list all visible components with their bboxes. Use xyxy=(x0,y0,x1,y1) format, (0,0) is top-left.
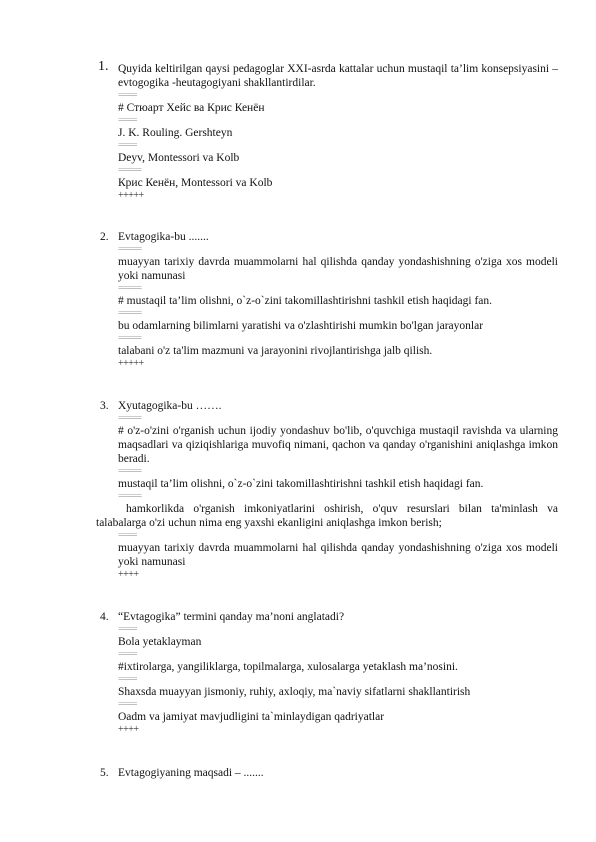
question-number: 5. xyxy=(100,767,109,779)
separator: ===== xyxy=(118,491,142,502)
answer-option: muayyan tarixiy davrda muammolarni hal qilishda qanday yondashishning o'ziga xos modeli yoki namunasi xyxy=(118,542,558,568)
answer-option: hamkorlikda o'rganish imkoniyatlarini oshirish, o'quv resurslari bilan ta'minlash va talabalarga o'zi uchun nima eng yaxshi ekanligini aniqlashga imkon berish; xyxy=(96,503,558,529)
question-number: 1. xyxy=(98,59,109,74)
answer-option: # mustaqil ta’lim olishni, o`z-o`zini takomillashtirishni tashkil etish haqidagi fan. xyxy=(118,295,493,307)
separator: ==== xyxy=(118,115,137,126)
answer-option: Крис Кенён, Montessori va Kolb xyxy=(118,177,273,189)
question-3 xyxy=(96,399,558,580)
question-4 xyxy=(100,610,558,735)
end-marker: ++++ xyxy=(118,569,139,580)
answer-option: Shaxsda muayyan jismoniy, ruhiy, axloqiy, ma`naviy sifatlarni shakllantirish xyxy=(118,686,471,698)
separator: ===== xyxy=(118,333,142,344)
answer-option: Oadm va jamiyat mavjudligini ta`minlaydigan qadriyatlar xyxy=(118,711,385,723)
separator: ===== xyxy=(118,308,142,319)
separator: ==== xyxy=(118,140,137,151)
question-number: 2. xyxy=(100,231,109,243)
question-text: Evtagogika-bu ....... xyxy=(118,231,209,243)
separator: ==== xyxy=(118,699,137,710)
separator: ===== xyxy=(118,283,142,294)
question-number: 4. xyxy=(100,611,109,623)
separator: ==== xyxy=(118,90,137,101)
answer-option: Bola yetaklayman xyxy=(118,636,202,648)
answer-option: mustaqil ta’lim olishni, o`z-o`zini takomillashtirishni tashkil etish haqidagi fan. xyxy=(118,478,484,490)
end-marker: +++++ xyxy=(118,358,144,369)
question-1 xyxy=(98,59,558,201)
separator: ===== xyxy=(118,165,142,176)
answer-option: muayyan tarixiy davrda muammolarni hal qilishda qanday yondashishning o'ziga xos modeli yoki namunasi xyxy=(118,256,558,282)
answer-option: bu odamlarning bilimlarni yaratishi va o'zlashtirishi mumkin bo'lgan jarayonlar xyxy=(118,320,484,332)
question-text: Evtagogiyaning maqsadi – ....... xyxy=(118,767,264,779)
separator: ===== xyxy=(118,466,142,477)
answer-option: talabani o'z ta'lim mazmuni va jarayonini rivojlantirishga jalb qilish. xyxy=(118,345,433,357)
separator: ==== xyxy=(118,674,137,685)
separator: ==== xyxy=(118,624,137,635)
answer-option: #ixtirolarga, yangiliklarga, topilmalarga, xulosalarga yetaklash ma’nosini. xyxy=(118,661,458,673)
separator: ==== xyxy=(118,530,137,541)
question-text: Xyutagogika-bu ……. xyxy=(118,400,222,412)
separator: ===== xyxy=(118,413,142,424)
question-2 xyxy=(100,230,558,369)
question-text: Quyida keltirilgan qaysi pedagoglar XXI-asrda kattalar uchun mustaqil ta’lim konsepsiyasini – evtogogika -heutagogiyani shakllantirdilar. xyxy=(118,63,558,89)
separator: ===== xyxy=(118,244,142,255)
answer-option: # o'z-o'zini o'rganish uchun ijodiy yondashuv bo'lib, o'quvchiga mustaqil ravishda va ularning maqsadlari va qiziqishlariga muvofiq nimani, qachon va qanday o'rganishini aniqlashga imkon beradi. xyxy=(118,425,558,465)
question-number: 3. xyxy=(100,400,109,412)
answer-option: Deyv, Montessori va Kolb xyxy=(118,152,240,164)
end-marker: +++++ xyxy=(118,190,144,201)
answer-option: # Стюарт Хейс ва Крис Кенён xyxy=(118,102,265,114)
answer-option: J. K. Rouling. Gershteyn xyxy=(118,127,233,139)
end-marker: ++++ xyxy=(118,724,139,735)
separator: ==== xyxy=(118,649,137,660)
question-5 xyxy=(100,766,558,780)
question-text: “Evtagogika” termini qanday ma’noni anglatadi? xyxy=(118,611,345,623)
